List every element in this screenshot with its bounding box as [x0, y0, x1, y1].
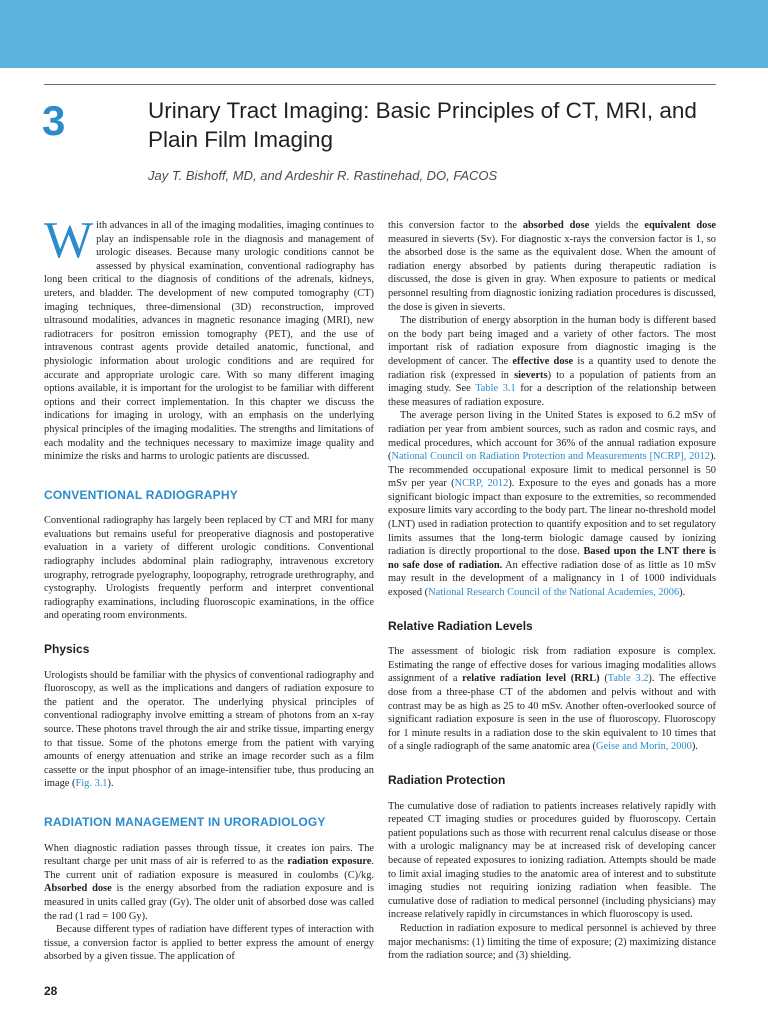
rrl-paragraph	[388, 645, 716, 754]
drop-cap: W	[44, 212, 94, 269]
r2-a: The distribution of energy absorption in the human body is different based on the body part being imaged and a variety of other factors. The most important risk of radiation exposure from diagnostic imaging is the development of cancer. The	[388, 315, 716, 367]
r1-a: this conversion factor to the	[388, 220, 523, 231]
ncrp-2012-link[interactable]: NCRP, 2012	[454, 478, 509, 490]
table-3-2-link[interactable]: Table 3.2	[607, 673, 649, 685]
right-paragraph-3	[388, 409, 716, 599]
r1-bold-equivalent: equivalent dose	[644, 220, 716, 231]
r2-bold-effective: effective dose	[512, 355, 574, 367]
r1-c: yields the	[589, 220, 645, 231]
physics-text: Urologists should be familiar with the physics of conventional radiography and fluoroscopy, as well as the implications and dangers of radiation exposure to the patient and the operator. The underlying physical principles of conventional radiography involve emitting a stream of photons from an x-ray source. These photons travel through the air and strike tissue, imparting energy to that tissue. Some of the photons emerge from the patient with varying amounts of energy attenuation and strike an image recorder such as a film cassette or the input phosphor of an image-intensifier tube, thus producing an image (	[44, 669, 374, 790]
header-rule	[44, 84, 716, 85]
conventional-paragraph: Conventional radiography has largely been replaced by CT and MRI for many evaluations but remains useful for preoperative diagnosis and postoperative evaluation in a variety of different urologic conditions. Conventional radiography includes abdominal plain radiography, intravenous excretory urography, retrograde pyelography, loopography, retrograde urethrography, and cystography. Urologists frequently perform and interpret conventional radiography examinations, including fluoroscopic examinations, in the office and operating room environments.	[44, 515, 374, 622]
r3-bold-lnt: Based upon the LNT there is no safe dose of radiation.	[388, 546, 716, 571]
radiation-mgmt-paragraph-2: Because different types of radiation have different types of interaction with tissue, a conversion factor is applied to better express the amount of energy absorbed by a given tissue. The application of	[44, 924, 374, 963]
r2-c: is a quantity used to denote the radiation risk (expressed in	[388, 355, 716, 381]
left-column	[44, 212, 374, 964]
r3-c: ). Exposure to the eyes and gonads has a more significant biologic impact than exposure to the extremities, so recommended exposure limits vary according to the body part. The linear no-threshold model (LNT) used in radiation protection to quantify exposition and to set regulatory limits assumes that the long-term biologic damage caused by ionizing radiation is directly proportional to the dose.	[388, 478, 717, 558]
right-paragraph-2	[388, 314, 716, 409]
r1-d: measured in sieverts (Sv). For diagnostic x-rays the conversion factor is 1, so the absorbed dose is the same as the equivalent dose. When the amount of radiation energy absorbed by patients during therapeutic radiation is discussed, the dose is given in gray. When exposure to patients or medical personnel resulting from diagnostic ionizing radiation procedures is discussed, the dose is given in sieverts.	[388, 233, 716, 313]
r3-e: ).	[679, 587, 686, 599]
rp-paragraph-2: Reduction in radiation exposure to medical personnel is achieved by three major mechanisms: (1) limiting the time of exposure; (2) maximizing distance from the radiation source; and (3) shielding.	[388, 922, 716, 962]
page-number: 28	[44, 984, 58, 998]
heading-radiation-management: RADIATION MANAGEMENT IN URORADIOLOGY	[44, 814, 326, 829]
nrc-citation-link[interactable]: National Research Council of the National Academies, 2006	[428, 587, 680, 599]
r3-a: The average person living in the United States is exposed to 6.2 mSv of radiation per year from ambient sources, such as radon and cosmic rays, and medical procedures, which account for 36% of the annual radiation exposure (	[388, 410, 716, 463]
intro-text: ith advances in all of the imaging modalities, imaging continues to play an indispensable role in the diagnosis and management of urologic diseases. Because many urologic conditions cannot be assessed by physical examination, conventional radiography has long been critical to the diagnosis of conditions of the adrenals, kidneys, ureters, and bladder. The development of new computed tomography (CT) imaging techniques, three-dimensional (3D) reconstruction, improved ultrasound modalities, advances in magnetic resonance imaging (MRI), new radiotracers for positron emission tomography (PET), and the use of intravenous contrast agents provide detailed anatomic, functional, and physiologic information about urologic conditions and are required for accurate and appropriate urologic care. With so many different imaging options available, it is important for the urologist to be familiar with different options and their correct implementation. In this chapter we discuss the indications for imaging in urology, with an emphasis on the underlying physical principles of the imaging modalities. The strengths and limitations of each modality and the techniques necessary to maximize image quality and minimize the risks and harms to urologic patients are discussed.	[44, 220, 374, 463]
ncrp-citation-link[interactable]: National Council on Radiation Protection and Measurements [NCRP], 2012	[391, 451, 710, 463]
heading-radiation-protection: Radiation Protection	[388, 772, 506, 787]
rm-bold-absorbed: Absorbed dose	[44, 883, 112, 895]
rrl-b: (	[599, 673, 608, 685]
intro-paragraph	[44, 212, 374, 464]
right-column	[388, 219, 716, 963]
rrl-c: ). The effective dose from a three-phase CT of the abdomen and pelvis without and with contrast may be as high as 25 to 40 mSv. Another often-overlooked source of significant radiation exposure is seen in the use of fluoroscopy. Fluoroscopy for 1 minute results in a radiation dose to the skin equivalent to 10 times that of a single radiograph of the same anatomic area (	[388, 673, 716, 753]
header-banner	[0, 0, 768, 68]
physics-paragraph	[44, 669, 374, 791]
radiation-mgmt-paragraph-1	[44, 842, 374, 924]
heading-conventional-radiography: CONVENTIONAL RADIOGRAPHY	[44, 487, 238, 502]
table-3-1-link[interactable]: Table 3.1	[475, 383, 516, 395]
heading-relative-radiation-levels: Relative Radiation Levels	[388, 618, 533, 633]
r2-e: for a description of the relationship between these measures of radiation exposure.	[388, 383, 717, 408]
r3-d: An effective radiation dose of as little as 10 mSv may result in the development of a malignancy in 1 of 1000 individuals exposed (	[388, 559, 716, 599]
physics-tail: ).	[107, 778, 114, 790]
r2-bold-sieverts: sieverts	[514, 369, 548, 381]
rm-bold-exposure: radiation exposure	[287, 856, 372, 868]
rp-paragraph-1: The cumulative dose of radiation to patients increases relatively rapidly with repeated CT imaging studies or procedures guided by fluoroscopy. Certain patient populations such as those with recurrent renal calculus disease or those with a urologic malignancy may be at increased risk of developing cancer because of repeated exposures to ionizing radiation. Attempts should be made to limit axial imaging studies to the anatomic area of interest and to substitute imaging studies not requiring ionizing radiation when feasible. The cumulative dose of radiation to medical personnel (including physicians) may increase relatively rapidly in circumstances in which fluoroscopy is used.	[388, 800, 716, 921]
rm-text-c: . The current unit of radiation exposure is measured in coulombs (C)/kg.	[44, 856, 374, 881]
rrl-a: The assessment of biologic risk from radiation exposure is complex. Estimating the range of effective doses for various imaging modalities allows assignment of a	[388, 646, 716, 685]
fig-3-1-link[interactable]: Fig. 3.1	[75, 778, 108, 790]
rrl-bold: relative radiation level (RRL)	[462, 673, 600, 685]
r3-b: ). The recommended occupational exposure limit to medical personnel is 50 mSv per year (	[388, 451, 716, 490]
rm-text-d: is the energy absorbed from the radiation exposure and is measured in units called gray (Gy). The older unit of absorbed dose was called the rad (1 rad = 100 Gy).	[44, 883, 374, 922]
rrl-d: ).	[691, 741, 698, 753]
chapter-title: Urinary Tract Imaging: Basic Principles of CT, MRI, and Plain Film Imaging	[148, 98, 697, 152]
rm-text-a: When diagnostic radiation passes through tissue, it creates ion pairs. The resultant charge per unit mass of air is referred to as the	[44, 842, 374, 868]
heading-physics: Physics	[44, 642, 90, 657]
r1-bold-absorbed: absorbed dose	[522, 220, 590, 231]
right-paragraph-1	[388, 219, 716, 314]
chapter-authors: Jay T. Bishoff, MD, and Ardeshir R. Rastinehad, DO, FACOS	[148, 168, 498, 183]
chapter-number: 3	[42, 97, 66, 144]
geise-morin-link[interactable]: Geise and Morin, 2000	[596, 741, 692, 753]
r2-d: ) to a population of patients from an imaging study. See	[388, 369, 716, 395]
